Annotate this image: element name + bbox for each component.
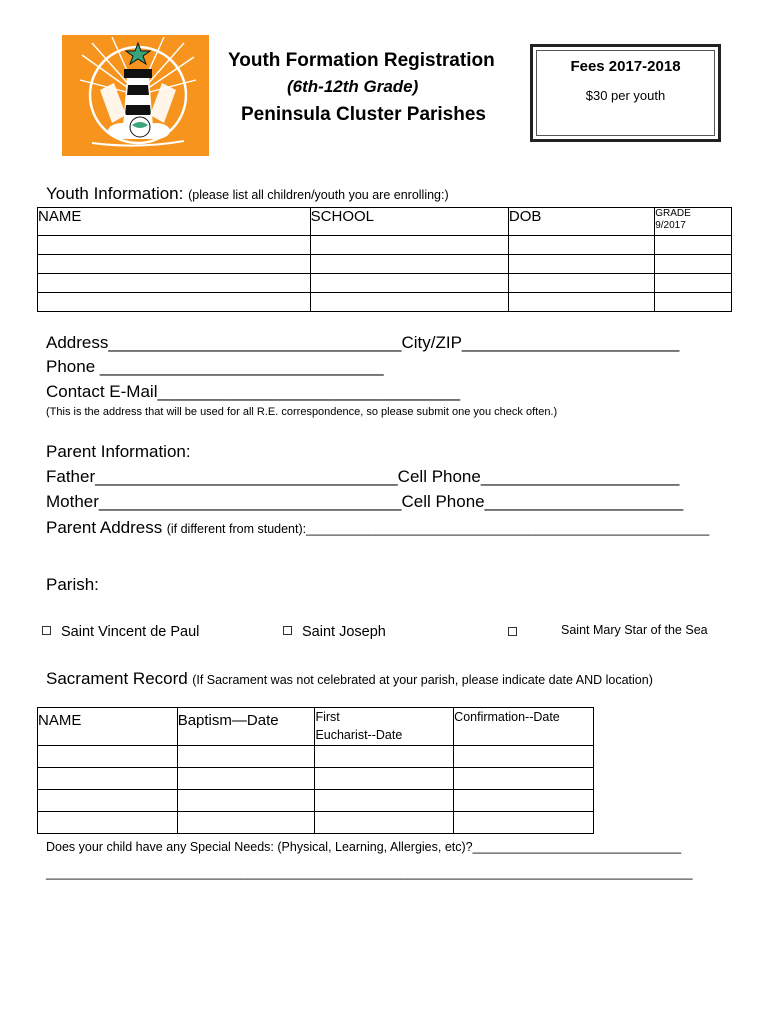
sac-name-cell[interactable] bbox=[38, 790, 178, 812]
youth-info-label: Youth Information: bbox=[46, 184, 184, 203]
fees-box bbox=[530, 44, 721, 142]
youth-school-cell[interactable] bbox=[310, 236, 508, 255]
youth-grade-cell[interactable] bbox=[655, 293, 732, 312]
col-eucharist bbox=[315, 708, 454, 746]
col-confirmation: Confirmation--Date bbox=[454, 708, 594, 746]
sac-baptism-cell[interactable] bbox=[177, 790, 315, 812]
col-school: SCHOOL bbox=[310, 208, 508, 236]
checkbox-icon[interactable] bbox=[42, 626, 51, 635]
youth-table-header bbox=[38, 208, 732, 236]
youth-dob-cell[interactable] bbox=[508, 236, 654, 255]
table-row bbox=[38, 790, 594, 812]
sac-name-cell[interactable] bbox=[38, 812, 178, 834]
table-row bbox=[38, 293, 732, 312]
organization-name: Peninsula Cluster Parishes bbox=[241, 104, 486, 125]
sac-baptism-cell[interactable] bbox=[177, 746, 315, 768]
sacrament-table bbox=[37, 707, 594, 834]
mother-field[interactable]: Mother________________________________Cell Phone_____________________ bbox=[46, 492, 684, 511]
sacrament-heading: Sacrament Record bbox=[46, 669, 188, 688]
youth-grade-cell[interactable] bbox=[655, 274, 732, 293]
table-row bbox=[38, 236, 732, 255]
col-dob: DOB bbox=[508, 208, 654, 236]
sac-name-cell[interactable] bbox=[38, 768, 178, 790]
youth-school-cell[interactable] bbox=[310, 255, 508, 274]
parish-logo bbox=[62, 35, 209, 156]
lighthouse-logo-icon bbox=[62, 35, 209, 156]
phone-field[interactable]: Phone ______________________________ bbox=[46, 357, 384, 376]
youth-dob-cell[interactable] bbox=[508, 293, 654, 312]
youth-grade-cell[interactable] bbox=[655, 255, 732, 274]
sacrament-note: (If Sacrament was not celebrated at your parish, please indicate date AND location) bbox=[192, 673, 653, 687]
sac-confirmation-cell[interactable] bbox=[454, 768, 594, 790]
sac-confirmation-cell[interactable] bbox=[454, 746, 594, 768]
email-field[interactable]: Contact E-Mail________________________________ bbox=[46, 382, 461, 401]
youth-info-heading bbox=[46, 184, 449, 204]
table-row bbox=[38, 746, 594, 768]
table-row bbox=[38, 768, 594, 790]
form-title: Youth Formation Registration bbox=[228, 50, 495, 71]
youth-school-cell[interactable] bbox=[310, 274, 508, 293]
parish-heading: Parish: bbox=[46, 575, 99, 594]
table-row bbox=[38, 274, 732, 293]
sacrament-table-header bbox=[38, 708, 594, 746]
sac-eucharist-cell[interactable] bbox=[315, 812, 454, 834]
col-sac-name: NAME bbox=[38, 708, 178, 746]
fees-title: Fees 2017-2018 bbox=[570, 58, 681, 75]
youth-dob-cell[interactable] bbox=[508, 255, 654, 274]
grade-range: (6th-12th Grade) bbox=[287, 77, 419, 96]
sac-eucharist-cell[interactable] bbox=[315, 790, 454, 812]
sac-confirmation-cell[interactable] bbox=[454, 812, 594, 834]
youth-name-cell[interactable] bbox=[38, 236, 311, 255]
parish-option-mary[interactable] bbox=[508, 624, 527, 642]
parish-option-joseph[interactable] bbox=[283, 624, 386, 640]
youth-name-cell[interactable] bbox=[38, 293, 311, 312]
checkbox-icon[interactable] bbox=[283, 626, 292, 635]
youth-table bbox=[37, 207, 732, 312]
col-grade-label: GRADE bbox=[655, 208, 691, 219]
sac-name-cell[interactable] bbox=[38, 746, 178, 768]
col-name: NAME bbox=[38, 208, 311, 236]
sac-confirmation-cell[interactable] bbox=[454, 790, 594, 812]
youth-dob-cell[interactable] bbox=[508, 274, 654, 293]
col-baptism: Baptism—Date bbox=[177, 708, 315, 746]
special-needs-line[interactable]: _____________________________________________________________________________________________ bbox=[46, 866, 693, 880]
parish-option-mary-label: Saint Mary Star of the Sea bbox=[561, 623, 708, 637]
special-needs-question[interactable]: Does your child have any Special Needs: (Physical, Learning, Allergies, etc)?______________________________ bbox=[46, 840, 682, 854]
checkbox-icon[interactable] bbox=[508, 627, 517, 636]
parent-info-heading: Parent Information: bbox=[46, 442, 191, 461]
parish-option-label: Saint Joseph bbox=[302, 624, 386, 640]
youth-name-cell[interactable] bbox=[38, 255, 311, 274]
youth-info-note: (please list all children/youth you are enrolling:) bbox=[188, 188, 449, 202]
address-note: (This is the address that will be used for all R.E. correspondence, so please submit one you check often.) bbox=[46, 406, 558, 418]
parish-option-label: Saint Vincent de Paul bbox=[61, 624, 200, 640]
parish-option-vincent[interactable] bbox=[42, 624, 199, 640]
sac-baptism-cell[interactable] bbox=[177, 768, 315, 790]
youth-grade-cell[interactable] bbox=[655, 236, 732, 255]
table-row bbox=[38, 812, 594, 834]
youth-name-cell[interactable] bbox=[38, 274, 311, 293]
parent-address-note: (if different from student):__________________________________________________________ bbox=[166, 522, 710, 536]
col-grade bbox=[655, 208, 732, 236]
youth-school-cell[interactable] bbox=[310, 293, 508, 312]
fees-amount: $30 per youth bbox=[585, 88, 666, 103]
sacrament-heading-line bbox=[46, 669, 653, 689]
col-grade-date: 9/2017 bbox=[655, 220, 686, 231]
table-row bbox=[38, 255, 732, 274]
father-field[interactable]: Father________________________________Cell Phone_____________________ bbox=[46, 467, 680, 486]
col-eucharist-line1: First bbox=[315, 710, 340, 724]
col-eucharist-line2: Eucharist--Date bbox=[315, 728, 403, 742]
sac-eucharist-cell[interactable] bbox=[315, 768, 454, 790]
address-field[interactable]: Address_______________________________City/ZIP_______________________ bbox=[46, 333, 680, 352]
sac-baptism-cell[interactable] bbox=[177, 812, 315, 834]
parent-address-label: Parent Address bbox=[46, 518, 163, 537]
parent-address-field[interactable] bbox=[46, 518, 709, 538]
sac-eucharist-cell[interactable] bbox=[315, 746, 454, 768]
